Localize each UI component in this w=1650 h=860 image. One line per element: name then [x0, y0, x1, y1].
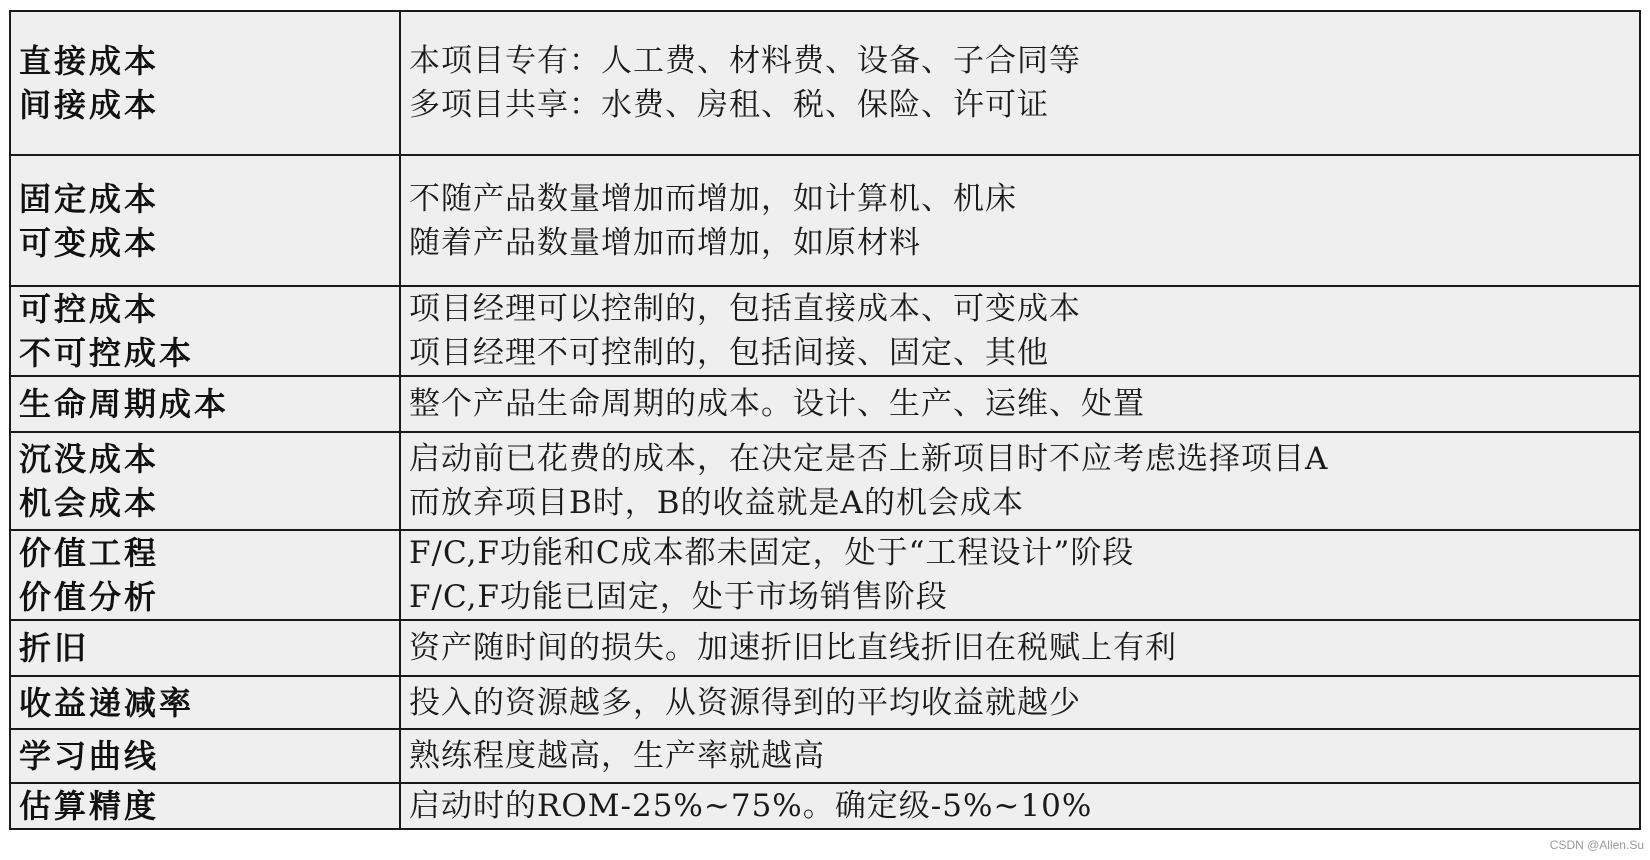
- table-row: [10, 286, 1640, 376]
- description-cell: [400, 620, 1640, 676]
- description-text: 而放弃项目B时，B的收益就是A的机会成本: [409, 485, 1024, 521]
- description-text: 整个产品生命周期的成本。设计、生产、运维、处置: [409, 386, 1145, 422]
- term-label: 收益递减率: [19, 683, 195, 722]
- term-cell: [10, 376, 400, 432]
- description-text: F/C,F功能已固定，处于市场销售阶段: [409, 579, 948, 615]
- cost-concepts-table: [9, 10, 1641, 830]
- description-text: 启动时的ROM-25%~75%。确定级-5%~10%: [409, 788, 1093, 824]
- description-text: 不随产品数量增加而增加，如计算机、机床: [409, 180, 1017, 217]
- term-cell: [10, 11, 400, 155]
- description-text: F/C,F功能和C成本都未固定，处于“工程设计”阶段: [409, 535, 1135, 571]
- description-text: 随着产品数量增加而增加，如原材料: [409, 224, 921, 261]
- term-label: 可变成本: [19, 223, 160, 262]
- description-cell: [400, 783, 1640, 829]
- term-label: 机会成本: [19, 484, 160, 522]
- term-label: 估算精度: [19, 787, 160, 825]
- term-cell: [10, 432, 400, 530]
- term-label: 价值分析: [19, 578, 160, 616]
- description-cell: [400, 155, 1640, 286]
- table-row: [10, 530, 1640, 620]
- description-text: 项目经理不可控制的，包括间接、固定、其他: [409, 335, 1049, 371]
- term-cell: [10, 620, 400, 676]
- table-row: [10, 620, 1640, 676]
- description-cell: [400, 729, 1640, 783]
- term-label: 可控成本: [19, 290, 160, 328]
- description-cell: [400, 286, 1640, 376]
- table-row: [10, 432, 1640, 530]
- term-label: 直接成本: [19, 42, 160, 80]
- table-row: [10, 155, 1640, 286]
- term-cell: [10, 783, 400, 829]
- term-label: 生命周期成本: [19, 385, 230, 423]
- term-cell: [10, 155, 400, 286]
- term-cell: [10, 530, 400, 620]
- term-label: 间接成本: [19, 86, 160, 124]
- description-text: 本项目专有：人工费、材料费、设备、子合同等: [409, 43, 1081, 79]
- description-text: 项目经理可以控制的，包括直接成本、可变成本: [409, 291, 1081, 327]
- term-cell: [10, 729, 400, 783]
- table-row: [10, 11, 1640, 155]
- description-cell: [400, 11, 1640, 155]
- description-text: 多项目共享：水费、房租、税、保险、许可证: [409, 87, 1049, 123]
- table-row: [10, 783, 1640, 829]
- description-cell: [400, 376, 1640, 432]
- description-text: 资产随时间的损失。加速折旧比直线折旧在税赋上有利: [409, 630, 1177, 666]
- term-cell: [10, 676, 400, 729]
- table-row: [10, 729, 1640, 783]
- description-text: 熟练程度越高，生产率就越高: [409, 738, 825, 774]
- description-cell: [400, 676, 1640, 729]
- table-row: [10, 376, 1640, 432]
- term-label: 折旧: [19, 629, 90, 667]
- watermark: CSDN @Allen.Su: [1549, 838, 1644, 852]
- term-label: 不可控成本: [19, 334, 195, 372]
- description-text: 启动前已花费的成本，在决定是否上新项目时不应考虑选择项目A: [409, 441, 1329, 477]
- term-label: 固定成本: [19, 179, 160, 218]
- table-row: [10, 676, 1640, 729]
- description-cell: [400, 432, 1640, 530]
- term-label: 价值工程: [19, 534, 160, 572]
- description-cell: [400, 530, 1640, 620]
- description-text: 投入的资源越多，从资源得到的平均收益就越少: [409, 684, 1081, 721]
- term-cell: [10, 286, 400, 376]
- term-label: 沉没成本: [19, 440, 160, 478]
- term-label: 学习曲线: [19, 737, 160, 775]
